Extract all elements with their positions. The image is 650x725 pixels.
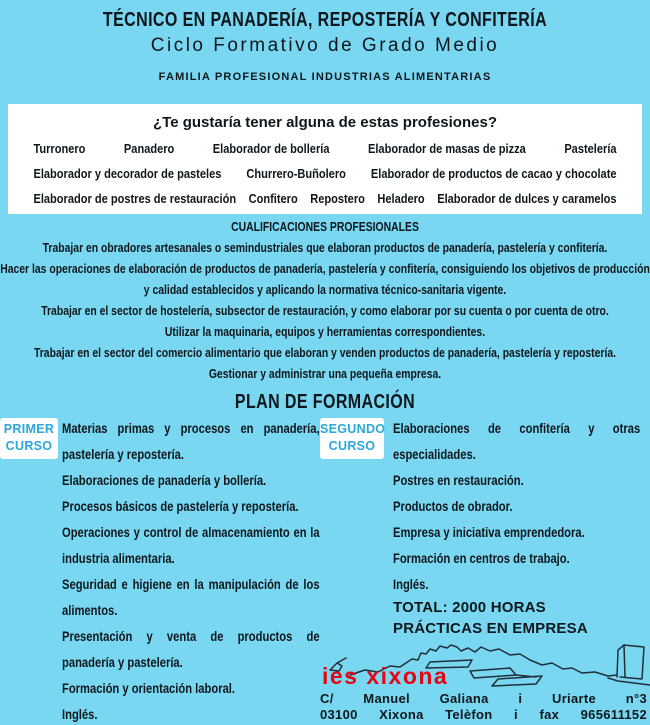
page-subtitle: Ciclo Formativo de Grado Medio (150, 35, 500, 56)
profession-item: Heladero (377, 191, 425, 206)
total-practices: PRÁCTICAS EN EMPRESA (393, 620, 588, 637)
qualification-paragraph: Utilizar la maquinaria, equipos y herramientas correspondientes. (164, 324, 486, 339)
professions-row (16, 141, 633, 156)
professions-question: ¿Te gustaría tener alguna de estas profesiones? (153, 114, 497, 131)
qualification-paragraph: Trabajar en el sector de hostelería, subsector de restauración, y como elaborar por su cuenta o por cuenta de otro. (41, 303, 609, 318)
subject-item: Inglés. (62, 706, 98, 722)
address-line-2: 03100 Xixona Telèfon i fax 965611152 (320, 706, 647, 722)
profession-item: Repostero (310, 191, 365, 206)
school-logo (320, 639, 650, 689)
qualifications-paragraphs (0, 237, 650, 384)
first-course-badge-line2: CURSO (5, 439, 53, 453)
address-line-1: C/ Manuel Galiana i Uriarte n°3 (320, 691, 647, 706)
training-plan-columns (0, 415, 650, 725)
profession-item: Turronero (33, 141, 86, 156)
qualification-paragraph: Gestionar y administrar una pequeña empresa. (208, 366, 442, 381)
total-block (393, 597, 650, 639)
profession-item: Confitero (248, 191, 298, 206)
subject-item: Postres en restauración. (393, 472, 524, 488)
profession-item: Elaborador de dulces y caramelos (437, 191, 617, 206)
first-course-badge-line1: PRIMER (3, 422, 55, 436)
total-hours: TOTAL: 2000 HORAS (393, 599, 546, 616)
first-course-badge (0, 418, 58, 459)
subject-item: Operaciones y control de almacenamiento en la industria alimentaria. (62, 524, 320, 566)
qualification-paragraph: Trabajar en obradores artesanales o semindustriales que elaboran productos de panadería, pastelería y confitería. (42, 240, 608, 255)
second-course-badge (320, 418, 384, 459)
subject-item: Elaboraciones de panadería y bollería. (62, 472, 267, 488)
qualifications-heading: CUALIFICACIONES PROFESIONALES (231, 219, 419, 234)
qualification-paragraph: Hacer las operaciones de elaboración de productos de panadería, pastelería y confitería, consiguiendo los objetivos de producción y calidad establecidos y aplicando la normativa técnico-sanitaria vigente. (0, 261, 650, 297)
subject-item: Procesos básicos de pastelería y repostería. (62, 498, 299, 514)
profession-item: Elaborador de bollería (212, 141, 330, 156)
subject-item: Materias primas y procesos en panadería, pastelería y repostería. (62, 420, 320, 462)
profession-item: Elaborador de productos de cacao y chocolate (370, 166, 617, 181)
second-course-badge-line1: SEGUNDO (320, 422, 386, 436)
first-course-subjects (62, 415, 320, 725)
second-course-subjects (393, 415, 640, 597)
second-course-badge-line2: CURSO (328, 439, 376, 453)
subject-item: Formación en centros de trabajo. (393, 550, 570, 566)
professions-rows (16, 141, 633, 206)
profession-item: Churrero-Buñolero (246, 166, 346, 181)
subject-item: Productos de obrador. (393, 498, 513, 514)
page-title: TÉCNICO EN PANADERÍA, REPOSTERÍA Y CONFITERÍA (102, 9, 548, 31)
school-name: ies xixona (322, 663, 449, 689)
profession-item: Elaborador de masas de pizza (367, 141, 526, 156)
subject-item: Seguridad e higiene en la manipulación de los alimentos. (62, 576, 320, 618)
profession-item: Elaborador y decorador de pasteles (33, 166, 222, 181)
profession-item: Elaborador de postres de restauración (33, 191, 237, 206)
professional-family-label: FAMILIA PROFESIONAL INDUSTRIAS ALIMENTARIAS (158, 71, 492, 83)
qualification-paragraph: Trabajar en el sector del comercio alimentario que elaboran y venden productos de panadería, pastelería y repostería. (33, 345, 617, 360)
subject-item: Formación y orientación laboral. (62, 680, 236, 696)
subject-item: Presentación y venta de productos de panadería y pastelería. (62, 628, 320, 670)
profession-item: Panadero (123, 141, 175, 156)
profession-item: Pastelería (564, 141, 617, 156)
training-plan-heading: PLAN DE FORMACIÓN (234, 391, 416, 413)
school-address (320, 691, 647, 722)
subject-item: Empresa y iniciativa emprendedora. (393, 524, 585, 540)
professions-row (16, 166, 633, 181)
subject-item: Inglés. (393, 576, 429, 592)
professions-box (8, 104, 642, 214)
first-course-column (0, 415, 320, 725)
second-course-column (320, 415, 650, 725)
professions-row (16, 191, 633, 206)
subject-item: Elaboraciones de confitería y otras especialidades. (393, 420, 641, 462)
